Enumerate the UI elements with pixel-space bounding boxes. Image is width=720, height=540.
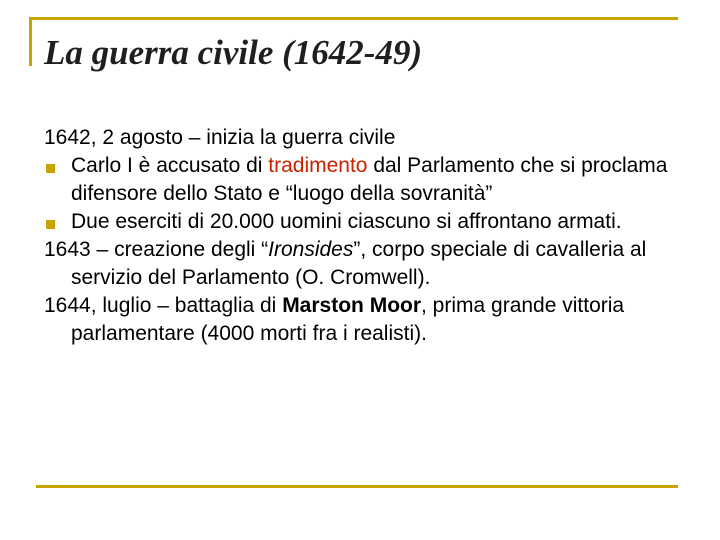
italic-ironsides: Ironsides <box>268 238 354 261</box>
entry-text: 1642, 2 agosto – inizia la guerra civile <box>44 126 396 149</box>
bullet-text: Due eserciti di 20.000 uomini ciascuno si affrontano armati. <box>71 210 622 233</box>
entry-text-pre: 1644, luglio – battaglia di <box>44 294 283 317</box>
entry-text-pre: 1643 – creazione degli “ <box>44 238 269 261</box>
bullet-text-pre: Carlo I è accusato di <box>71 154 269 177</box>
slide-body <box>44 124 689 348</box>
entry-text-post: ”, corpo speciale di cavalleria al servizio del Parlamento (O. Cromwell). <box>71 238 647 289</box>
timeline-entry-1643 <box>44 236 689 292</box>
left-border-line <box>29 17 32 66</box>
bullet-item-accusation <box>44 152 689 208</box>
timeline-entry-1644 <box>44 292 689 348</box>
top-border-line <box>31 17 678 20</box>
square-bullet-icon <box>46 220 55 229</box>
highlight-tradimento: tradimento <box>268 154 368 177</box>
bullet-item-armies <box>44 208 689 236</box>
entry-text-post: , prima grande vittoria parlamentare (4000 morti fra i realisti). <box>71 294 625 345</box>
slide-title: La guerra civile (1642-49) <box>44 33 423 72</box>
bullet-text-post: dal Parlamento che si proclama difensore dello Stato e “luogo della sovranità” <box>71 154 668 205</box>
square-bullet-icon <box>46 164 55 173</box>
timeline-entry-1642 <box>44 124 689 152</box>
bottom-border-line <box>36 485 678 488</box>
bold-marston-moor: Marston Moor <box>282 294 422 317</box>
